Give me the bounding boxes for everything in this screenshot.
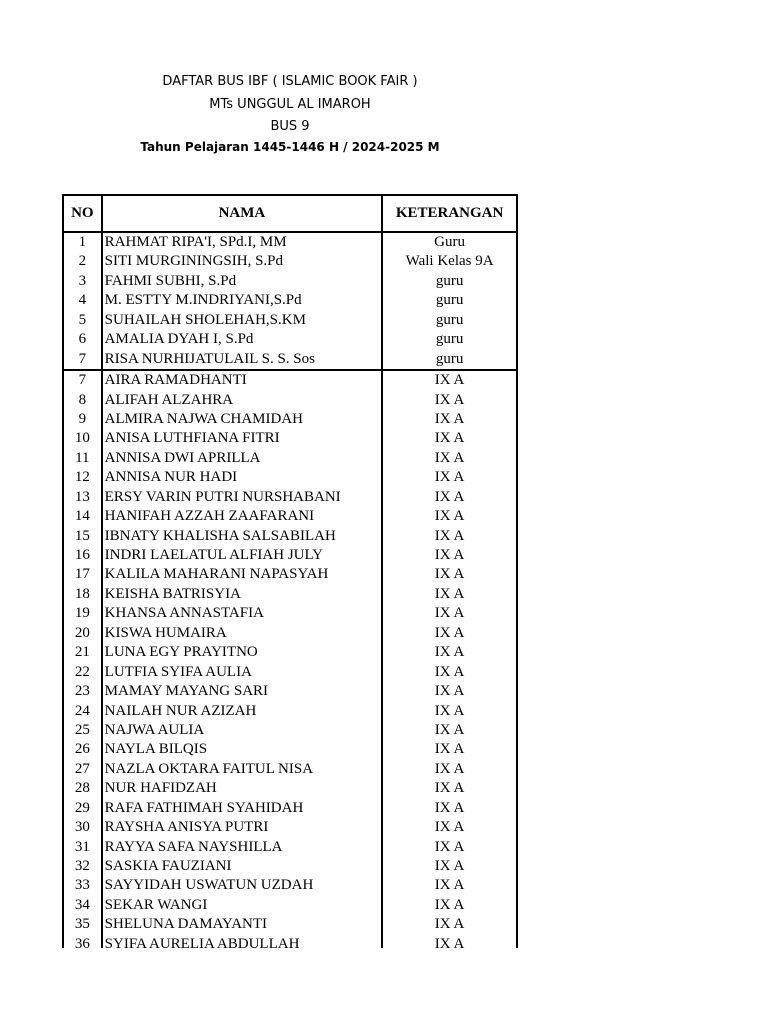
table-row bbox=[64, 760, 516, 779]
row-number: 18 bbox=[64, 585, 103, 604]
row-number: 6 bbox=[64, 330, 103, 349]
teachers-group bbox=[64, 233, 516, 371]
academic-year: Tahun Pelajaran 1445-1446 H / 2024-2025 M bbox=[140, 140, 440, 154]
row-name: ANNISA NUR HADI bbox=[103, 468, 384, 487]
table-row bbox=[64, 721, 516, 740]
row-name: ALMIRA NAJWA CHAMIDAH bbox=[103, 410, 384, 429]
row-name: RAYSHA ANISYA PUTRI bbox=[103, 818, 384, 837]
table-row bbox=[64, 876, 516, 895]
row-keterangan: IX A bbox=[434, 527, 465, 544]
row-keterangan: IX A bbox=[434, 449, 465, 466]
row-number: 30 bbox=[64, 818, 103, 837]
row-keterangan: IX A bbox=[434, 391, 465, 408]
table-row bbox=[64, 604, 516, 623]
row-number: 14 bbox=[64, 507, 103, 526]
row-number: 29 bbox=[64, 799, 103, 818]
row-keterangan: IX A bbox=[434, 372, 465, 389]
row-name: SITI MURGININGSIH, S.Pd bbox=[103, 252, 384, 271]
row-name: LUNA EGY PRAYITNO bbox=[103, 643, 384, 662]
row-name: INDRI LAELATUL ALFIAH JULY bbox=[103, 546, 384, 565]
row-name: KHANSA ANNASTAFIA bbox=[103, 604, 384, 623]
row-number: 24 bbox=[64, 702, 103, 721]
row-number: 2 bbox=[64, 252, 103, 271]
row-number: 4 bbox=[64, 291, 103, 310]
row-keterangan: IX A bbox=[434, 760, 465, 777]
row-keterangan: guru bbox=[435, 292, 464, 309]
table-row bbox=[64, 252, 516, 271]
row-number: 5 bbox=[64, 311, 103, 330]
row-keterangan: IX A bbox=[434, 430, 465, 447]
table-body bbox=[62, 233, 518, 948]
table-row bbox=[64, 702, 516, 721]
row-name: ANNISA DWI APRILLA bbox=[103, 449, 384, 468]
students-group bbox=[64, 371, 516, 948]
document-title: DAFTAR BUS IBF ( ISLAMIC BOOK FAIR ) bbox=[162, 74, 418, 89]
column-header-nama: NAMA bbox=[103, 196, 384, 231]
row-name: NUR HAFIDZAH bbox=[103, 779, 384, 798]
row-number: 34 bbox=[64, 896, 103, 915]
table-row bbox=[64, 311, 516, 330]
table-row bbox=[64, 233, 516, 252]
row-name: HANIFAH AZZAH ZAAFARANI bbox=[103, 507, 384, 526]
row-keterangan: IX A bbox=[434, 508, 465, 525]
table-row bbox=[64, 585, 516, 604]
row-name: RAFA FATHIMAH SYAHIDAH bbox=[103, 799, 384, 818]
row-name: ANISA LUTHFIANA FITRI bbox=[103, 429, 384, 448]
table-row bbox=[64, 429, 516, 448]
row-keterangan: guru bbox=[435, 331, 464, 348]
table-row bbox=[64, 818, 516, 837]
row-number: 15 bbox=[64, 527, 103, 546]
row-name: NAJWA AULIA bbox=[103, 721, 384, 740]
row-name: SAYYIDAH USWATUN UZDAH bbox=[103, 876, 384, 895]
row-keterangan: IX A bbox=[434, 916, 465, 933]
row-name: KISWA HUMAIRA bbox=[103, 624, 384, 643]
row-name: SHELUNA DAMAYANTI bbox=[103, 915, 384, 934]
row-keterangan: IX A bbox=[434, 624, 465, 641]
row-number: 21 bbox=[64, 643, 103, 662]
row-name: M. ESTTY M.INDRIYANI,S.Pd bbox=[103, 291, 384, 310]
row-keterangan: IX A bbox=[434, 935, 465, 948]
row-name: IBNATY KHALISHA SALSABILAH bbox=[103, 527, 384, 546]
row-name: SUHAILAH SHOLEHAH,S.KM bbox=[103, 311, 384, 330]
row-name: FAHMI SUBHI, S.Pd bbox=[103, 272, 384, 291]
table-row bbox=[64, 488, 516, 507]
row-number: 19 bbox=[64, 604, 103, 623]
bus-number: BUS 9 bbox=[270, 119, 310, 134]
row-name: ALIFAH ALZAHRA bbox=[103, 391, 384, 410]
row-number: 35 bbox=[64, 915, 103, 934]
table-row bbox=[64, 896, 516, 915]
row-keterangan: guru bbox=[435, 272, 464, 289]
row-keterangan: Wali Kelas 9A bbox=[405, 253, 494, 270]
row-keterangan: IX A bbox=[434, 819, 465, 836]
row-keterangan: IX A bbox=[434, 410, 465, 427]
row-name: AIRA RAMADHANTI bbox=[103, 371, 384, 390]
table-row bbox=[64, 449, 516, 468]
row-number: 23 bbox=[64, 682, 103, 701]
table-row bbox=[64, 350, 516, 369]
row-keterangan: IX A bbox=[434, 741, 465, 758]
table-row bbox=[64, 371, 516, 390]
row-number: 1 bbox=[64, 233, 103, 252]
table-row bbox=[64, 410, 516, 429]
row-name: RAYYA SAFA NAYSHILLA bbox=[103, 838, 384, 857]
row-keterangan: IX A bbox=[434, 585, 465, 602]
table-header-row bbox=[62, 194, 518, 233]
table-row bbox=[64, 682, 516, 701]
table-row bbox=[64, 507, 516, 526]
row-keterangan: IX A bbox=[434, 644, 465, 661]
row-number: 11 bbox=[64, 449, 103, 468]
row-number: 33 bbox=[64, 876, 103, 895]
table-row bbox=[64, 527, 516, 546]
table-row bbox=[64, 624, 516, 643]
table-row bbox=[64, 391, 516, 410]
row-keterangan: guru bbox=[435, 311, 464, 328]
table-row bbox=[64, 838, 516, 857]
row-keterangan: IX A bbox=[434, 605, 465, 622]
table-row bbox=[64, 468, 516, 487]
table-row bbox=[64, 546, 516, 565]
table-row bbox=[64, 779, 516, 798]
row-keterangan: IX A bbox=[434, 721, 465, 738]
row-name: NAZLA OKTARA FAITUL NISA bbox=[103, 760, 384, 779]
row-keterangan: IX A bbox=[434, 780, 465, 797]
table-row bbox=[64, 740, 516, 759]
row-number: 12 bbox=[64, 468, 103, 487]
table-row bbox=[64, 857, 516, 876]
row-keterangan: IX A bbox=[434, 663, 465, 680]
row-keterangan: IX A bbox=[434, 877, 465, 894]
row-number: 26 bbox=[64, 740, 103, 759]
row-number: 27 bbox=[64, 760, 103, 779]
school-name: MTs UNGGUL AL IMAROH bbox=[209, 97, 371, 112]
row-name: SYIFA AURELIA ABDULLAH bbox=[103, 935, 384, 948]
row-name: KEISHA BATRISYIA bbox=[103, 585, 384, 604]
row-name: SASKIA FAUZIANI bbox=[103, 857, 384, 876]
row-number: 3 bbox=[64, 272, 103, 291]
row-number: 32 bbox=[64, 857, 103, 876]
row-keterangan: IX A bbox=[434, 799, 465, 816]
row-number: 31 bbox=[64, 838, 103, 857]
row-keterangan: IX A bbox=[434, 488, 465, 505]
row-name: LUTFIA SYIFA AULIA bbox=[103, 663, 384, 682]
row-name: AMALIA DYAH I, S.Pd bbox=[103, 330, 384, 349]
row-number: 7 bbox=[64, 350, 103, 369]
row-keterangan: IX A bbox=[434, 566, 465, 583]
row-name: RAHMAT RIPA'I, SPd.I, MM bbox=[103, 233, 384, 252]
row-number: 28 bbox=[64, 779, 103, 798]
row-number: 36 bbox=[64, 935, 103, 948]
row-keterangan: IX A bbox=[434, 896, 465, 913]
row-keterangan: IX A bbox=[434, 683, 465, 700]
row-number: 8 bbox=[64, 391, 103, 410]
row-keterangan: IX A bbox=[434, 469, 465, 486]
row-number: 22 bbox=[64, 663, 103, 682]
table-row bbox=[64, 565, 516, 584]
table-row bbox=[64, 915, 516, 934]
row-number: 7 bbox=[64, 371, 103, 390]
row-keterangan: IX A bbox=[434, 547, 465, 563]
row-keterangan: IX A bbox=[434, 702, 465, 719]
row-number: 25 bbox=[64, 721, 103, 740]
table-row bbox=[64, 799, 516, 818]
row-number: 13 bbox=[64, 488, 103, 507]
column-header-no: NO bbox=[64, 196, 103, 231]
row-number: 9 bbox=[64, 410, 103, 429]
row-name: SEKAR WANGI bbox=[103, 896, 384, 915]
row-name: NAYLA BILQIS bbox=[103, 740, 384, 759]
table-row bbox=[64, 935, 516, 948]
table-row bbox=[64, 330, 516, 349]
row-number: 10 bbox=[64, 429, 103, 448]
table-row bbox=[64, 663, 516, 682]
row-name: RISA NURHIJATULAIL S. S. Sos bbox=[103, 350, 384, 369]
row-number: 17 bbox=[64, 565, 103, 584]
row-name: NAILAH NUR AZIZAH bbox=[103, 702, 384, 721]
table-row bbox=[64, 291, 516, 310]
row-name: ERSY VARIN PUTRI NURSHABANI bbox=[103, 488, 384, 507]
passenger-table bbox=[62, 194, 518, 948]
row-keterangan: guru bbox=[435, 350, 464, 367]
row-name: MAMAY MAYANG SARI bbox=[103, 682, 384, 701]
table-row bbox=[64, 272, 516, 291]
row-keterangan: Guru bbox=[434, 234, 465, 250]
table-row bbox=[64, 643, 516, 662]
row-keterangan: IX A bbox=[434, 858, 465, 874]
row-number: 20 bbox=[64, 624, 103, 643]
row-number: 16 bbox=[64, 546, 103, 565]
column-header-keterangan: KETERANGAN bbox=[395, 205, 504, 221]
row-keterangan: IX A bbox=[434, 838, 465, 855]
row-name: KALILA MAHARANI NAPASYAH bbox=[103, 565, 384, 584]
